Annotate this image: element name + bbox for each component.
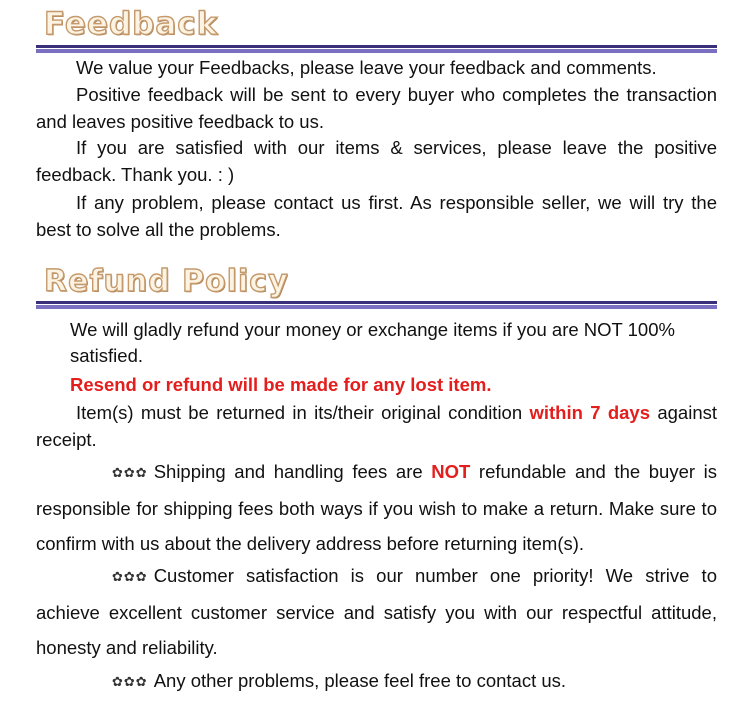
shipping-text-a: Shipping and handling fees are (153, 461, 432, 482)
refund-paragraph-satisfaction (36, 558, 717, 665)
shipping-text-b: refundable and the buyer is responsible for shipping fees both ways if you wish to make a return. Make sure to confirm with us about the delivery address before returning item(s). (36, 461, 717, 554)
feedback-paragraph-3: If you are satisfied with our items & services, please leave the positive feedback. Thank you. : ) (36, 137, 717, 185)
refund-heading: Refund Policy (44, 264, 289, 299)
shipping-not-emphasis: NOT (431, 461, 471, 482)
refund-divider (36, 301, 717, 309)
satisfaction-text: Customer satisfaction is our number one priority! We strive to achieve excellent customer service and satisfy you with our respectful attitude, honesty and reliability. (36, 565, 717, 658)
return-text-b: against receipt. (36, 402, 717, 450)
feedback-paragraph-2: Positive feedback will be sent to every buyer who completes the transaction and leaves positive feedback to us. (36, 84, 717, 132)
feedback-divider (36, 45, 717, 53)
refund-paragraph-1: We will gladly refund your money or exchange items if you are NOT 100% satisfied. (70, 319, 675, 366)
return-deadline: within 7 days (529, 402, 651, 423)
flower-bullet-icon: ✿✿✿ (112, 675, 148, 690)
refund-paragraph-return (36, 400, 717, 453)
refund-paragraph-shipping (36, 454, 717, 561)
feedback-paragraph-1: We value your Feedbacks, please leave your feedback and comments. (76, 57, 657, 78)
feedback-paragraph-4: If any problem, please contact us first. As responsible seller, we will try the best to solve all the problems. (36, 192, 717, 240)
refund-lost-item-notice: Resend or refund will be made for any lost item. (70, 374, 492, 395)
feedback-heading: Feedback (44, 6, 219, 42)
refund-paragraph-contact (36, 663, 717, 700)
flower-bullet-icon: ✿✿✿ (112, 466, 148, 481)
contact-text: Any other problems, please feel free to contact us. (153, 670, 567, 691)
flower-bullet-icon: ✿✿✿ (112, 570, 148, 585)
return-text-a: Item(s) must be returned in its/their original condition (76, 402, 530, 423)
